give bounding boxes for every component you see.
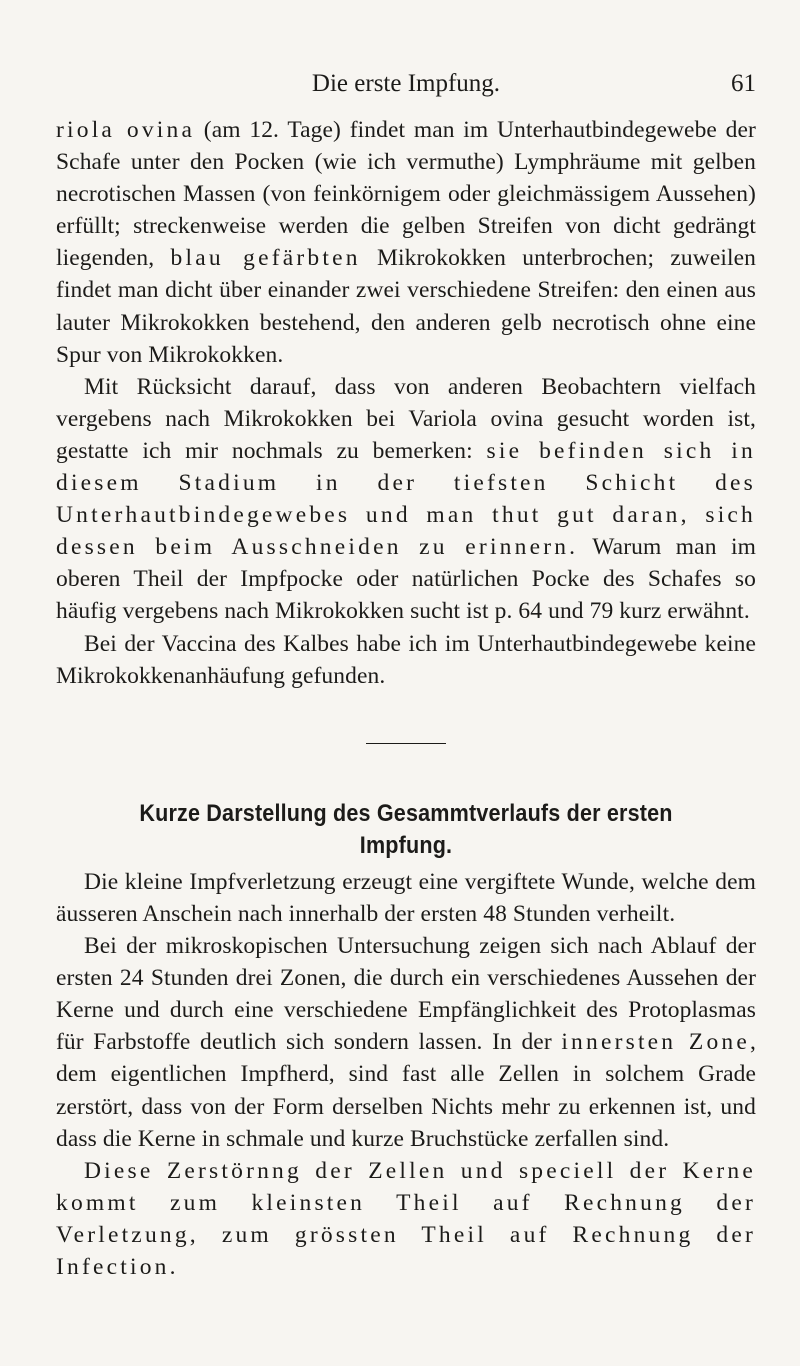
emphasis-text: riola ovina	[56, 117, 196, 143]
book-page	[56, 70, 756, 1283]
paragraph-text: Warum man im oberen Theil der Impfpocke oder natürlichen Pocke des Schafes so häufig vergebens nach Mikrokokken sucht ist p. 64 und 79 kurz erwähnt.	[56, 534, 756, 625]
paragraph-text: Mikrokokken unterbrochen; zuweilen findet man dicht über einander zwei verschiedene Streifen: den einen aus lauter Mikrokokken bestehend, den anderen gelb necrotisch ohne eine Spur von Mikrokokken.	[56, 245, 756, 368]
paragraph-text: Mit Rücksicht darauf, dass von anderen Beobachtern vielfach vergebens nach Mikrokokken bei Variola ovina gesucht worden ist, gestatte ich mir nochmals zu bemerken:	[56, 373, 756, 464]
page-number: 61	[731, 70, 756, 97]
paragraph	[56, 1155, 756, 1283]
section-divider	[366, 743, 446, 744]
main-text	[56, 114, 756, 1283]
paragraph	[56, 866, 756, 930]
running-title: Die erste Impfung.	[311, 70, 501, 97]
emphasis-text: blau gefärbten	[170, 245, 361, 272]
emphasis-text: Diese Zerstörnng der Zellen und speciell der Kerne kommt zum kleinsten Theil auf Rechnung der Verletzung, zum grössten Theil auf Rechnung der Infection.	[56, 1157, 756, 1280]
paragraph	[56, 628, 756, 692]
paragraph	[56, 371, 756, 628]
section-heading: Kurze Darstellung des Gesammtverlaufs der ersten Impfung.	[139, 799, 673, 859]
running-header	[56, 70, 756, 104]
paragraph-text: Bei der Vaccina des Kalbes habe ich im Unterhautbindegewebe keine Mikrokokkenanhäufung gefunden.	[56, 630, 756, 689]
paragraph-text: , dem eigentlichen Impfherd, sind fast alle Zellen in solchem Grade zerstört, dass von der Form derselben Nichts mehr zu erkennen ist, und dass die Kerne in schmale und kurze Bruchstücke zerfallen sind.	[56, 1029, 756, 1152]
section-body	[56, 866, 756, 1283]
paragraph-text: Die kleine Impfverletzung erzeugt eine vergiftete Wunde, welche dem äusseren Anschein nach innerhalb der ersten 48 Stunden verheilt.	[56, 868, 756, 927]
emphasis-text: sie befinden sich in diesem Stadium in der tiefsten Schicht des Unterhautbindegewebes und man thut gut daran, sich dessen beim Ausschneiden zu erinnern.	[56, 437, 756, 561]
paragraph-text: (am 12. Tage) findet man im Unterhautbindegewebe der Schafe unter den Pocken (wie ich vermuthe) Lymphräume mit gelben necrotischen Massen (von feinkörnigem oder gleichmässigem Aussehen) erfüllt; streckenweise werden die gelben Streifen von dicht gedrängt liegenden,	[56, 117, 756, 272]
paragraph	[56, 930, 756, 1155]
paragraph-continued	[56, 114, 756, 371]
emphasis-text: innersten Zone	[561, 1029, 751, 1056]
paragraph-text: Bei der mikroskopischen Untersuchung zeigen sich nach Ablauf der ersten 24 Stunden drei Zonen, die durch ein verschiedenes Aussehen der Kerne und durch eine verschiedene Empfänglichkeit des Protoplasmas für Farbstoffe deutlich sich sondern lassen. In der	[56, 933, 756, 1056]
